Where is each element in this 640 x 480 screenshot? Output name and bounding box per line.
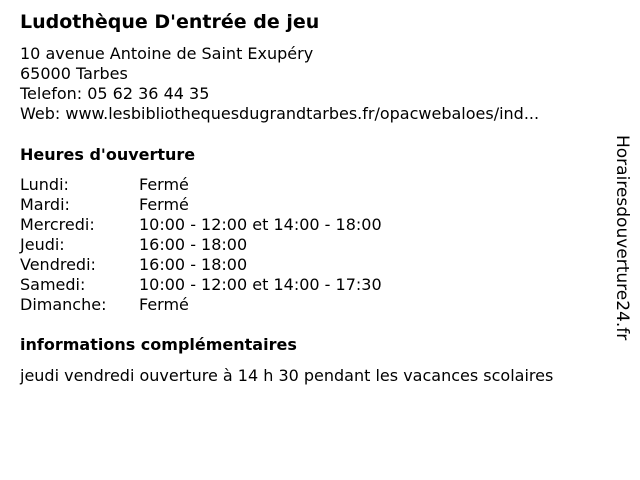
address-block [20,44,539,124]
city: 65000 Tarbes [20,64,128,83]
day-hours: 10:00 - 12:00 et 14:00 - 18:00 [139,215,382,234]
day-hours: Fermé [139,195,189,214]
day-hours: 10:00 - 12:00 et 14:00 - 17:30 [139,275,382,294]
day-hours: 16:00 - 18:00 [139,255,248,274]
opening-hours-table [20,175,382,315]
hours-row-friday [20,255,382,275]
page-title: Ludothèque D'entrée de jeu [20,11,320,33]
day-label: Lundi: [20,175,69,194]
website-link[interactable]: Web: www.lesbibliothequesdugrandtarbes.fr/opacwebaloes/ind... [20,104,540,123]
hours-row-thursday [20,235,382,255]
day-label: Vendredi: [20,255,96,274]
day-hours: Fermé [139,175,189,194]
day-label: Mardi: [20,195,70,214]
day-label: Samedi: [20,275,86,294]
hours-row-wednesday [20,215,382,235]
additional-info-heading: informations complémentaires [20,335,297,354]
opening-hours-heading: Heures d'ouverture [20,145,196,164]
additional-info-text: jeudi vendredi ouverture à 14 h 30 pendant les vacances scolaires [20,366,554,385]
day-label: Jeudi: [20,235,65,254]
day-hours: 16:00 - 18:00 [139,235,248,254]
day-label: Dimanche: [20,295,107,314]
hours-row-tuesday [20,195,382,215]
site-watermark: Horairesdouverture24.fr [612,135,632,341]
street-address: 10 avenue Antoine de Saint Exupéry [20,44,314,63]
hours-row-saturday [20,275,382,295]
hours-row-sunday [20,295,382,315]
day-label: Mercredi: [20,215,95,234]
hours-row-monday [20,175,382,195]
day-hours: Fermé [139,295,189,314]
phone-number: Telefon: 05 62 36 44 35 [20,84,210,103]
